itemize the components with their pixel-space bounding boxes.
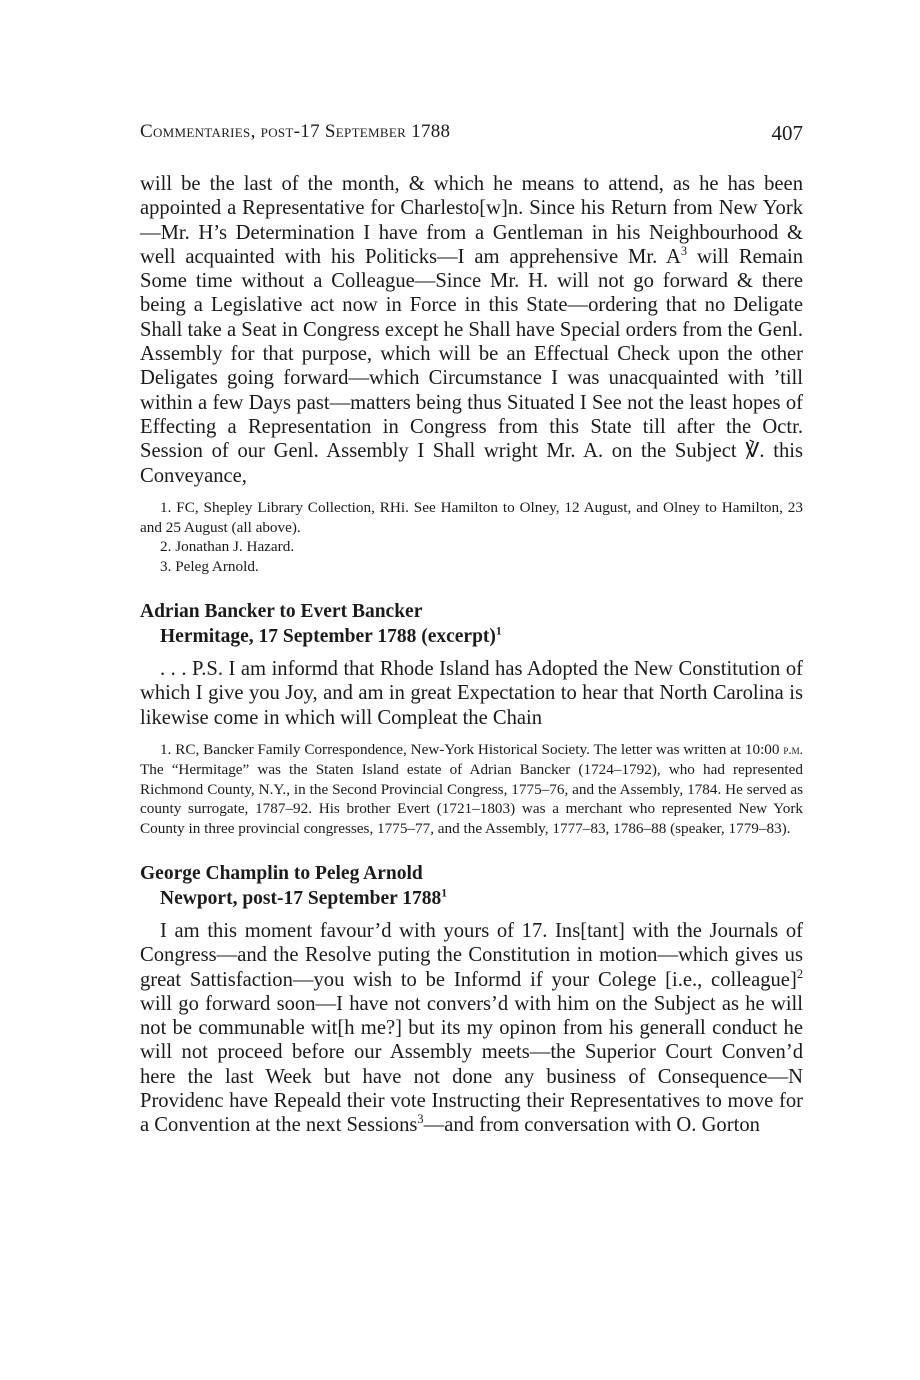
document-title: George Champlin to Peleg Arnold xyxy=(140,862,423,884)
footnote-ref-3: 3 xyxy=(680,244,688,259)
page-body xyxy=(140,172,803,1138)
footnote: 1. RC, Bancker Family Correspondence, New-York Historical Society. The letter was written at 10:00 p.m. The “Hermitage” was the Staten Island estate of Adrian Bancker (1724–1792), who had represented Richmond County, N.Y., in the Second Provincial Congress, 1775–76, and the Assembly, 1784. He served as county surrogate, 1787–92. His brother Evert (1721–1803) was a merchant who represented New York County in three provincial congresses, 1775–77, and the Assembly, 1777–83, 1786–88 (speaker, 1779–83). xyxy=(140,740,803,838)
footnote: 3. Peleg Arnold. xyxy=(160,558,259,576)
continuation-paragraph: will be the last of the month, & which he means to attend, as he has been appointed a Representative for Charlesto[w]n. Since his Return from New York—Mr. H’s Determination I have from a Gentleman in his Neighbourhood & well acquainted with his Politicks—I am apprehensive Mr. $A^3$ will Remain Some time without a Colleague—Since Mr. H. will not go forward & there being a Legislative act now in Force in this State—ordering that no Deligate Shall take a Seat in Congress except he Shall have Special orders from the Genl. Assembly for that purpose, which will be an Effectual Check upon the other Deligates going forward—which Circumstance I was unacquainted with ’till within a few Days past—matters being thus Situated I See not the least hopes of Effecting a Representation in Congress from this State till after the Octr. Session of our Genl. Assembly I Shall wright Mr. A. on the Subject ℣. this Conveyance, xyxy=(140,173,803,487)
footnote: 1. FC, Shepley Library Collection, RHi. See Hamilton to Olney, 12 August, and Olney to Hamilton, 23 and 25 August (all above). xyxy=(140,498,803,536)
footnotes-doc1 xyxy=(140,498,803,577)
document-title: Adrian Bancker to Evert Bancker xyxy=(140,601,423,623)
page-number: 407 xyxy=(771,121,803,145)
document-place-date: Newport, post-17 September 1788$^1$ xyxy=(160,886,448,909)
page-header xyxy=(140,121,803,151)
footnote: 2. Jonathan J. Hazard. xyxy=(160,538,295,556)
running-head: Commentaries, post-17 September 1788 xyxy=(140,121,451,142)
footnotes-doc2 xyxy=(140,740,803,839)
document-text: I am this moment favour’d with yours of 17. Ins[tant] with the Journals of Congress—and the Resolve puting the Constitution in motion—which gives us great Sattisfaction—you wish to be Informd if your Colege [i.e., colleague]$^2$ will go forward soon—I have not convers’d with him on the Subject as he will not be communable wit[h me?] but its my opinon from his generall conduct he will not proceed before our Assembly meets—the Superior Court Conven’d here the last Week but have not done any business of Consequence—N Providenc have Repeald their vote Instructing their Representatives to move for a Convention at the next Sessions$^3$—and from conversation with O. Gorton xyxy=(140,919,803,1137)
document-heading xyxy=(140,599,803,649)
document-heading xyxy=(140,861,803,911)
document-page xyxy=(140,0,803,1380)
document-text: . . . P.S. I am informd that Rhode Island has Adopted the New Constitution of which I give you Joy, and am in great Expectation to hear that North Carolina is likewise come in which will Compleat the Chain xyxy=(140,658,803,729)
document-place-date: Hermitage, 17 September 1788 (excerpt)$^1$ xyxy=(160,624,502,648)
